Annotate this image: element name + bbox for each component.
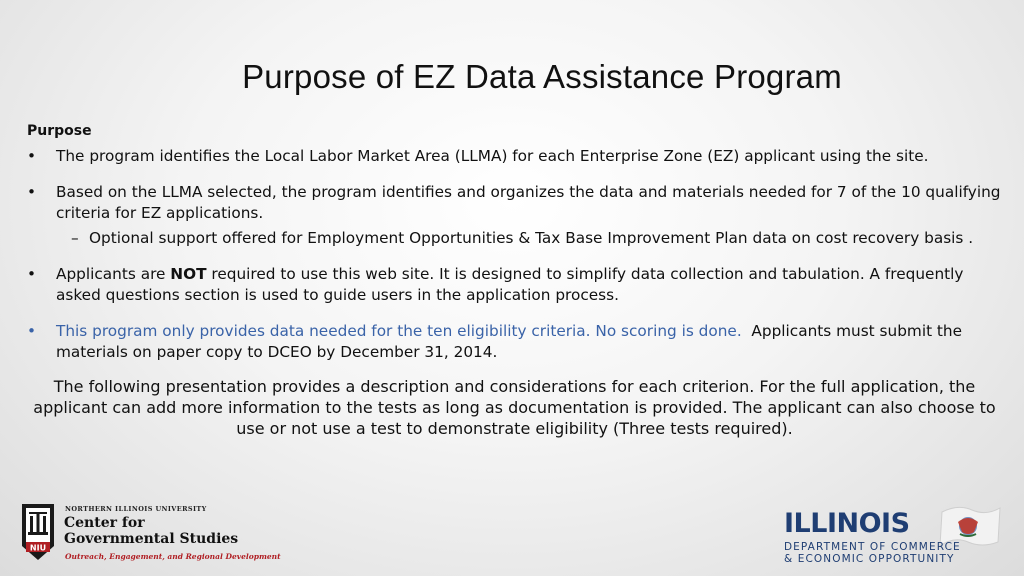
sub-bullet-text: Optional support offered for Employment Opportunities & Tax Base Improvement Plan data on cost recovery basis . bbox=[89, 229, 974, 247]
bullet-text: The program identifies the Local Labor Market Area (LLMA) for each Enterprise Zone (EZ) applicant using the site. bbox=[56, 147, 929, 165]
bullet-item bbox=[27, 182, 1002, 249]
niu-shield-icon bbox=[20, 502, 56, 562]
bullet-blue-text: This program only provides data needed for the ten eligibility criteria. No scoring is done. bbox=[56, 322, 742, 340]
closing-paragraph: The following presentation provides a description and considerations for each criterion. For the full application, the applicant can add more information to the tests as long as documentation is provided. The applicant can also choose to use or not use a test to demonstrate eligibility (Three tests required). bbox=[33, 377, 996, 438]
bullet-text: Applicants must submit the materials on paper copy to DCEO by December 31, 2014. bbox=[56, 322, 967, 361]
bullet-text-before: Applicants are bbox=[56, 265, 171, 283]
bullet-item bbox=[27, 146, 1002, 167]
illinois-dept-line1: DEPARTMENT OF COMMERCE bbox=[784, 541, 961, 553]
bullet-item bbox=[27, 264, 1002, 306]
illinois-dept-line2: & ECONOMIC OPPORTUNITY bbox=[784, 553, 955, 565]
bullet-text: Based on the LLMA selected, the program identifies and organizes the data and materials needed for 7 of the 10 qualifying criteria for EZ applications. bbox=[56, 183, 1001, 222]
niu-university-name: NORTHERN ILLINOIS UNIVERSITY bbox=[65, 505, 207, 513]
bullet-dot: • bbox=[27, 147, 37, 165]
bullet-dot: • bbox=[27, 183, 37, 201]
niu-center-line1: Center for bbox=[64, 515, 145, 531]
illinois-department bbox=[784, 541, 961, 565]
slide-title: Purpose of EZ Data Assistance Program bbox=[242, 58, 842, 95]
sub-bullet-item bbox=[27, 228, 1002, 249]
illinois-name: ILLINOIS bbox=[784, 508, 910, 539]
niu-center-name bbox=[64, 515, 238, 547]
sub-bullet-dash: – bbox=[71, 229, 79, 247]
niu-cgs-logo bbox=[20, 500, 290, 566]
niu-badge-text: NIU bbox=[29, 543, 47, 553]
bullet-dot: • bbox=[27, 265, 37, 283]
illinois-dceo-logo bbox=[778, 500, 1010, 568]
slide-content bbox=[27, 121, 1002, 439]
bullet-item bbox=[27, 321, 1002, 363]
bullet-bold-word: NOT bbox=[170, 265, 207, 283]
niu-center-line2: Governmental Studies bbox=[64, 531, 239, 547]
bullet-text-after: required to use this web site. It is designed to simplify data collection and tabulation. A frequently asked questions section is used to guide users in the application process. bbox=[56, 265, 964, 304]
bullet-dot: • bbox=[27, 322, 37, 340]
niu-tagline: Outreach, Engagement, and Regional Development bbox=[65, 552, 281, 561]
section-heading: Purpose bbox=[27, 123, 92, 139]
